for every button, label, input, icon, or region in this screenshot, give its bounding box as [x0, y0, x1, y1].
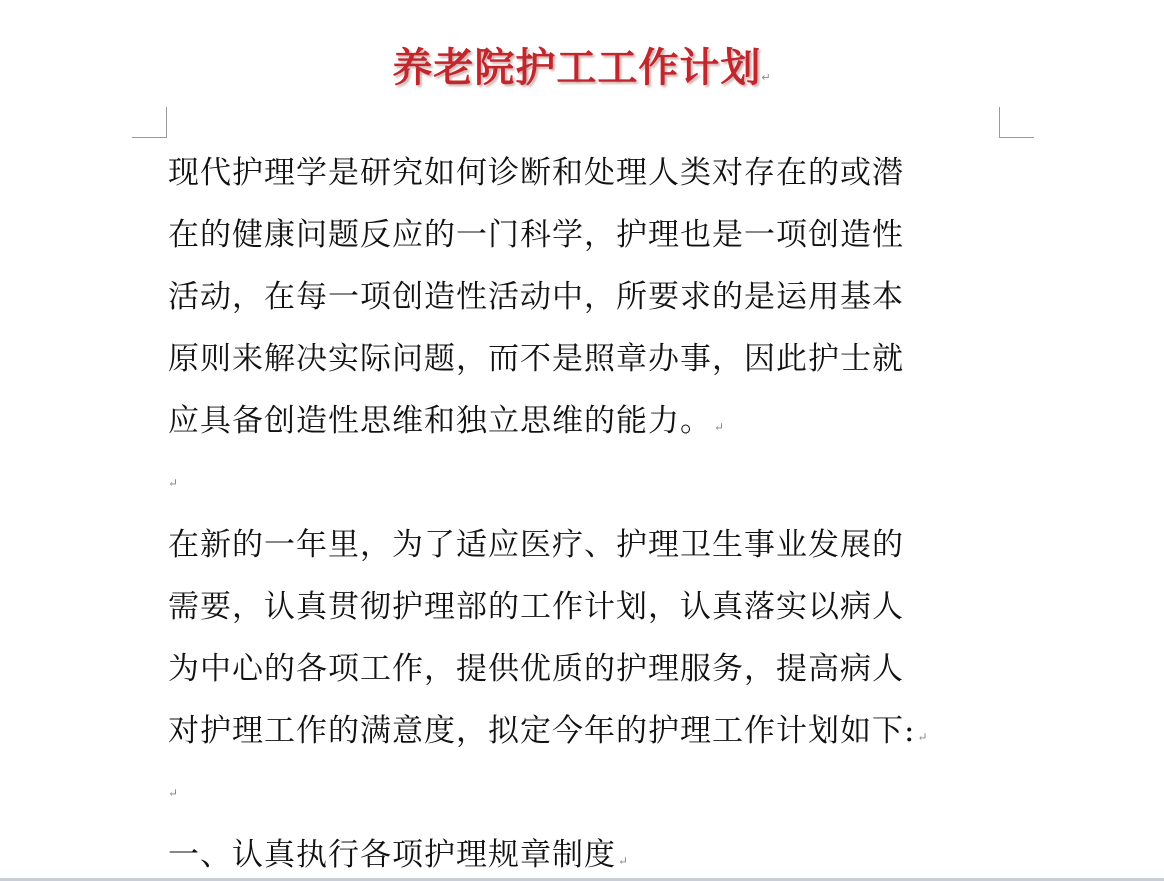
- paragraph-1-line-3: 活动，在每一项创造性活动中，所要求的是运用基本: [168, 279, 904, 315]
- paragraph-mark: ↵: [714, 420, 725, 434]
- paragraph-mark: ↵: [168, 476, 179, 490]
- paragraph-2-line-4-text: 对护理工作的满意度，拟定今年的护理工作计划如下:: [168, 713, 916, 749]
- paragraph-1-line-5: [168, 390, 998, 452]
- paragraph-2-line-3: 为中心的各项工作，提供优质的护理服务，提高病人: [168, 651, 904, 687]
- paragraph-1-line-4: 原则来解决实际问题，而不是照章办事，因此护士就: [168, 341, 904, 377]
- section-heading-1-text: 一、认真执行各项护理规章制度: [168, 837, 616, 873]
- paragraph-2-line-1: 在新的一年里，为了适应医疗、护理卫生事业发展的: [168, 527, 904, 563]
- paragraph-1: [168, 142, 998, 452]
- paragraph-2: [168, 514, 998, 762]
- empty-paragraph: [168, 762, 1008, 824]
- document-body[interactable]: [168, 142, 1008, 881]
- paragraph-mark: ↵: [917, 730, 928, 744]
- paragraph-2-line-2: 需要，认真贯彻护理部的工作计划，认真落实以病人: [168, 589, 904, 625]
- margin-corner-right: [999, 107, 1034, 138]
- paragraph-mark: ↵: [618, 854, 629, 868]
- paragraph-1-line-5-text: 应具备创造性思维和独立思维的能力。: [168, 403, 712, 439]
- paragraph-1-line-1: 现代护理学是研究如何诊断和处理人类对存在的或潜: [168, 155, 904, 191]
- document-title: [0, 38, 1164, 108]
- paragraph-2-line-4: [168, 700, 998, 762]
- paragraph-1-line-2: 在的健康问题反应的一门科学，护理也是一项创造性: [168, 217, 904, 253]
- paragraph-mark: ↵: [168, 786, 179, 800]
- section-heading-1: [168, 824, 1008, 881]
- document-title-text: 养老院护工工作计划: [392, 45, 762, 91]
- empty-paragraph: [168, 452, 1008, 514]
- margin-corner-left: [132, 107, 167, 138]
- title-paragraph-mark: ↵: [761, 71, 772, 84]
